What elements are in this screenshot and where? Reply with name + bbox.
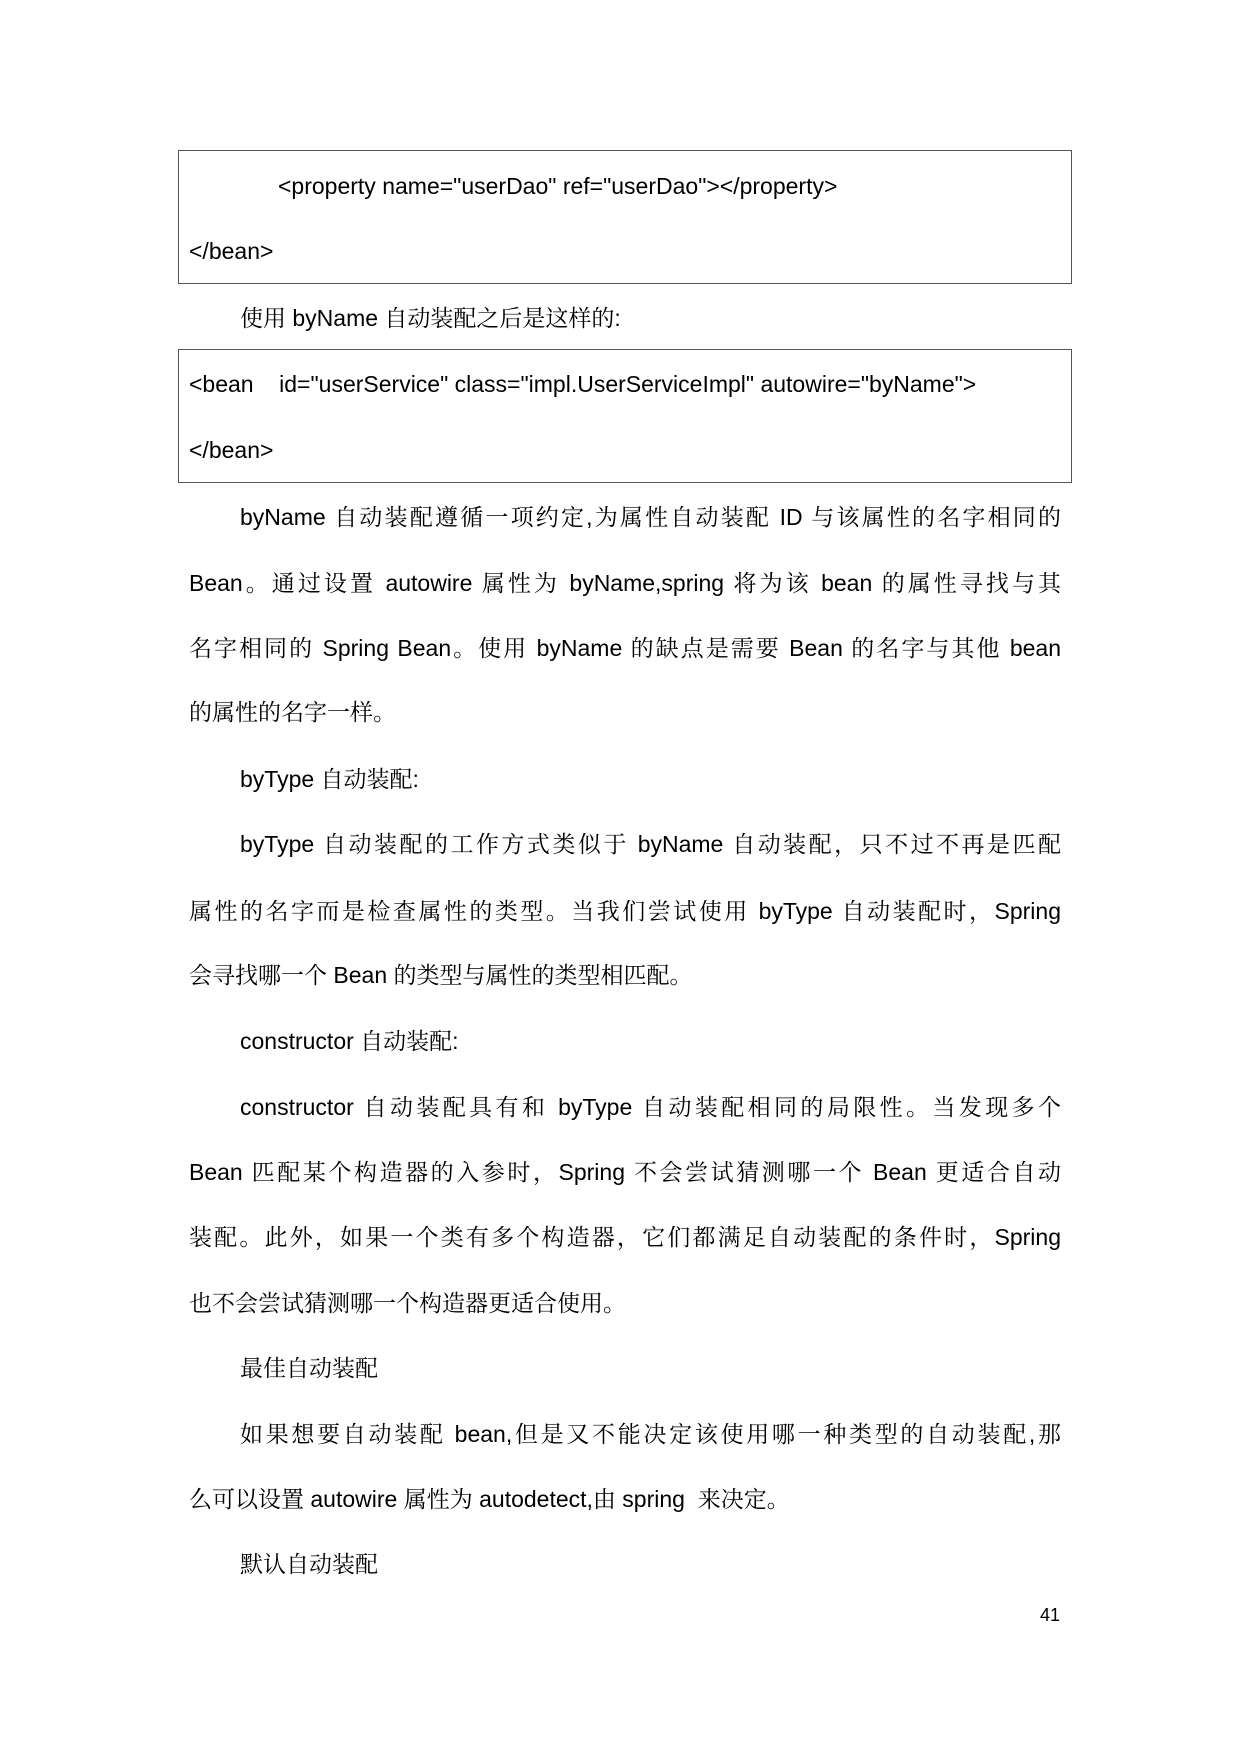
paragraph-line: 么可以设置 autowire 属性为 autodetect,由 spring 来决定。 [189,1486,790,1512]
section-heading: 最佳自动装配 [240,1355,378,1381]
paragraph-line: 如果想要自动装配 bean,但是又不能决定该使用哪一种类型的自动装配,那 [240,1421,1061,1447]
paragraph-line: Bean。通过设置 autowire 属性为 byName,spring 将为该 bean 的属性寻找与其 [189,570,1061,596]
paragraph-line: Bean 匹配某个构造器的入参时，Spring 不会尝试猜测哪一个 Bean 更适合自动 [189,1159,1061,1185]
paragraph-line: 装配。此外，如果一个类有多个构造器，它们都满足自动装配的条件时，Spring [189,1224,1061,1250]
paragraph-line: 也不会尝试猜测哪一个构造器更适合使用。 [189,1290,626,1316]
section-heading: constructor 自动装配: [240,1028,459,1054]
code-line: </bean> [189,238,274,264]
paragraph-line: byName 自动装配遵循一项约定,为属性自动装配 ID 与该属性的名字相同的 [240,504,1061,530]
section-heading: 默认自动装配 [240,1551,378,1577]
paragraph-text: 使用 byName 自动装配之后是这样的: [240,305,621,331]
section-heading: byType 自动装配: [240,766,419,792]
paragraph-line: 的属性的名字一样。 [189,699,396,725]
code-line: <property name="userDao" ref="userDao"></property> [278,173,838,199]
paragraph-line: 属性的名字而是检查属性的类型。当我们尝试使用 byType 自动装配时，Spring [189,898,1061,924]
paragraph-line: constructor 自动装配具有和 byType 自动装配相同的局限性。当发现多个 [240,1094,1061,1120]
code-line: </bean> [189,437,274,463]
paragraph-line: 会寻找哪一个 Bean 的类型与属性的类型相匹配。 [189,962,693,988]
code-line: <bean id="userService" class="impl.UserServiceImpl" autowire="byName"> [189,371,977,397]
paragraph-line: byType 自动装配的工作方式类似于 byName 自动装配，只不过不再是匹配 [240,831,1061,857]
paragraph-line: 名字相同的 Spring Bean。使用 byName 的缺点是需要 Bean 的名字与其他 bean [189,635,1061,661]
page-number: 41 [1040,1605,1061,1625]
